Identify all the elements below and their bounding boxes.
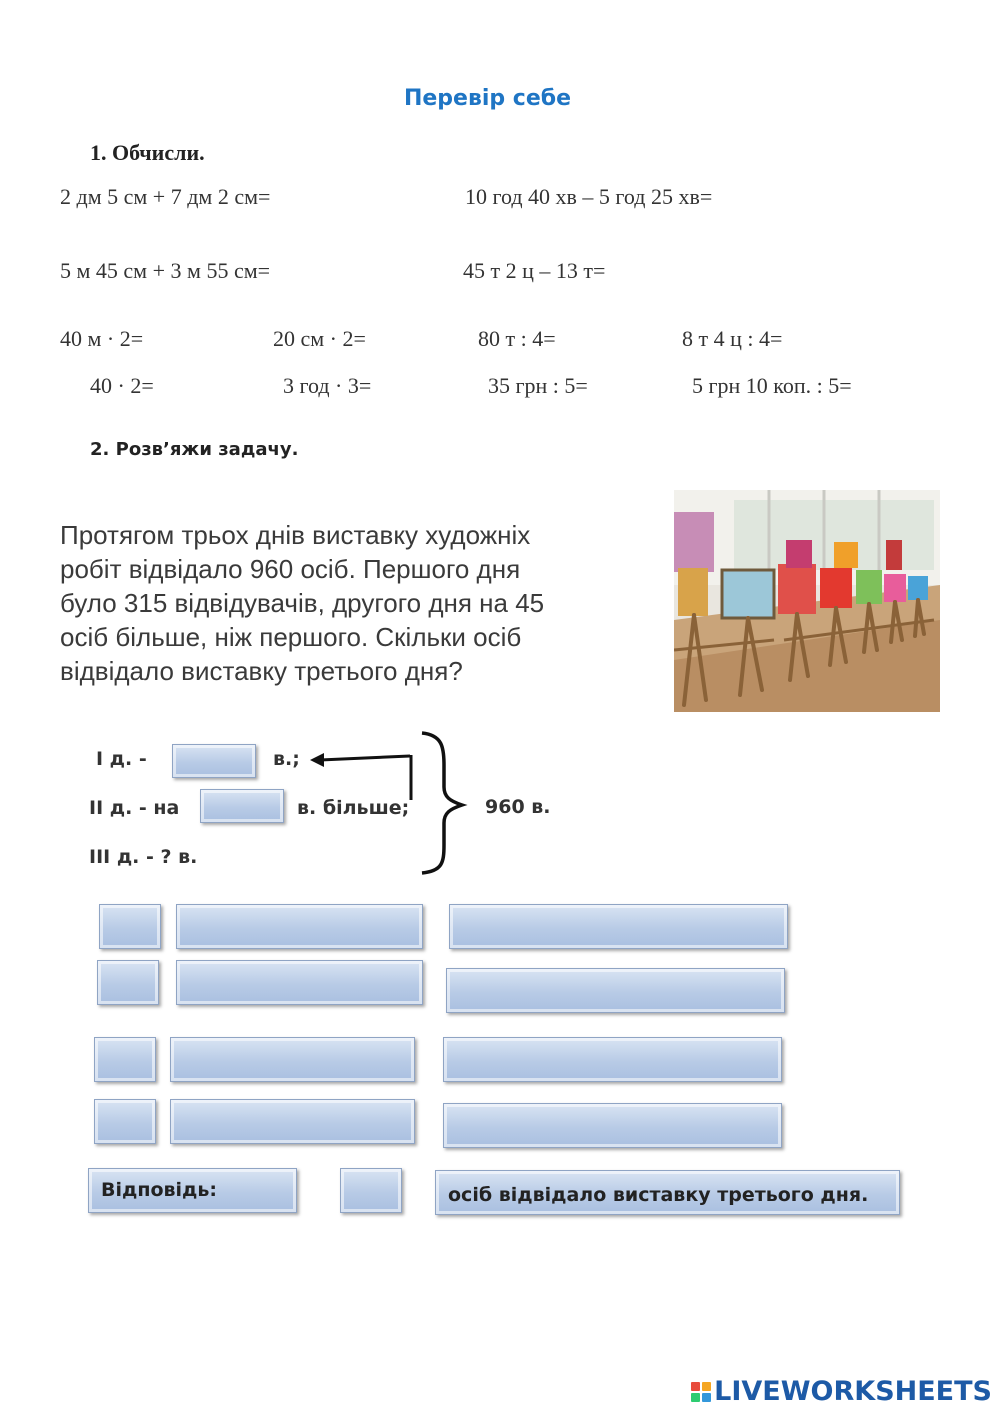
exhibition-photo xyxy=(674,490,940,712)
logo-text: LIVEWORKSHEETS xyxy=(714,1376,992,1407)
answer-suffix: осіб відвідало виставку третього дня. xyxy=(448,1184,869,1206)
day3-label: ІІІ д. - ? в. xyxy=(89,846,198,868)
problem-line: Протягом трьох днів виставку художніх xyxy=(60,520,531,550)
logo-square xyxy=(691,1382,700,1391)
expression-box[interactable] xyxy=(176,904,423,949)
problem-line: було 315 відвідувачів, другого дня на 45 xyxy=(60,588,545,618)
exercise: 3 год · 3= xyxy=(283,373,372,398)
exercise: 35 грн : 5= xyxy=(488,373,588,398)
answer-label-box xyxy=(88,1168,297,1213)
scheme-arrow-brace xyxy=(280,725,480,880)
expression-box[interactable] xyxy=(170,1099,415,1144)
section2-heading: 2. Розв’яжи задачу. xyxy=(90,439,299,460)
exercise: 45 т 2 ц – 13 т= xyxy=(463,258,606,283)
action-number-box[interactable] xyxy=(97,960,159,1005)
exercise: 8 т 4 ц : 4= xyxy=(682,326,783,351)
exercise: 2 дм 5 см + 7 дм 2 см= xyxy=(60,184,271,209)
day2-answer-box[interactable] xyxy=(200,789,284,823)
action-number-box[interactable] xyxy=(99,904,161,949)
answer-input-box[interactable] xyxy=(340,1168,402,1213)
action-number-box[interactable] xyxy=(94,1037,156,1082)
explanation-box[interactable] xyxy=(449,904,788,949)
logo-square xyxy=(691,1393,700,1402)
answer-label: Відповідь: xyxy=(101,1179,218,1201)
day1-label: І д. - xyxy=(96,748,147,770)
action-number-box[interactable] xyxy=(94,1099,156,1144)
exercise: 80 т : 4= xyxy=(478,326,556,351)
liveworksheets-logo xyxy=(691,1376,992,1407)
exercise: 5 грн 10 коп. : 5= xyxy=(692,373,852,398)
page-title: Перевір себе xyxy=(403,86,572,111)
exercise: 40 м · 2= xyxy=(60,326,144,351)
exercise: 20 см · 2= xyxy=(273,326,366,351)
logo-icon xyxy=(691,1382,711,1402)
logo-square xyxy=(702,1382,711,1391)
problem-line: відвідало виставку третього дня? xyxy=(60,656,463,686)
expression-box[interactable] xyxy=(176,960,423,1005)
problem-line: робіт відвідало 960 осіб. Першого дня xyxy=(60,554,521,584)
explanation-box[interactable] xyxy=(443,1037,782,1082)
day1-answer-box[interactable] xyxy=(172,744,256,778)
explanation-box[interactable] xyxy=(446,968,785,1013)
exercise: 10 год 40 хв – 5 год 25 хв= xyxy=(465,184,713,209)
exercise: 5 м 45 см + 3 м 55 см= xyxy=(60,258,271,283)
problem-text xyxy=(60,518,660,688)
problem-line: осіб більше, ніж першого. Скільки осіб xyxy=(60,622,522,652)
day2-label: ІІ д. - на xyxy=(89,797,180,819)
total-visitors: 960 в. xyxy=(485,796,551,818)
day2-unit: в. більше; xyxy=(297,797,410,819)
exercise: 40 · 2= xyxy=(90,373,154,398)
explanation-box[interactable] xyxy=(443,1103,782,1148)
expression-box[interactable] xyxy=(170,1037,415,1082)
answer-suffix-box xyxy=(435,1170,900,1215)
logo-square xyxy=(702,1393,711,1402)
day1-unit: в.; xyxy=(273,748,300,770)
section1-heading: 1. Обчисли. xyxy=(90,140,205,165)
